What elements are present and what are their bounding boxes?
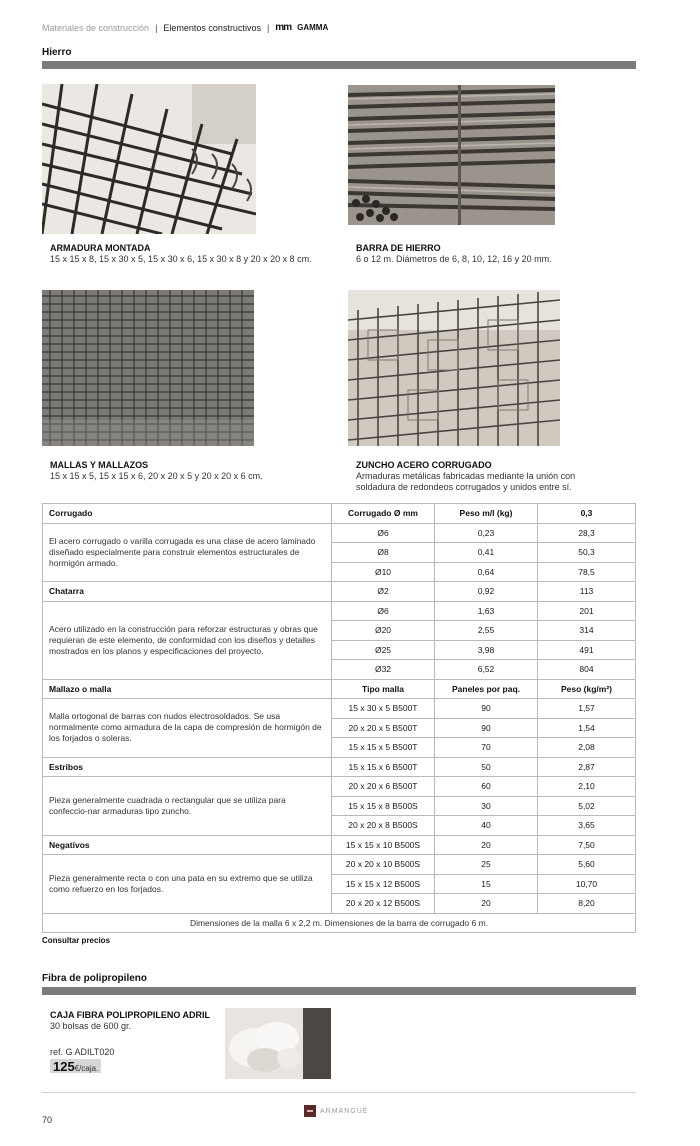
table-cell: 0,23	[435, 523, 538, 543]
product-desc: 15 x 15 x 5, 15 x 15 x 6, 20 x 20 x 5 y 20 x 20 x 6 cm.	[50, 471, 263, 481]
gamma-logo-icon: mm	[275, 22, 292, 33]
mallas-caption	[50, 460, 340, 482]
table-cell: Ø2	[332, 582, 435, 602]
table-row	[43, 757, 636, 777]
table-cell: 314	[538, 621, 636, 641]
product-desc: 6 o 12 m. Diámetros de 6, 8, 10, 12, 16 y 20 mm.	[356, 254, 552, 264]
gamma-brand: GAMMA	[297, 23, 329, 32]
category-label: Negativos	[43, 835, 332, 855]
table-cell: 201	[538, 601, 636, 621]
armadura-montada-caption	[50, 243, 340, 265]
table-cell: 0,92	[435, 582, 538, 602]
column-header: Paneles por paq.	[435, 679, 538, 699]
table-cell: 15 x 15 x 8 B500S	[332, 796, 435, 816]
table-cell: 5,02	[538, 796, 636, 816]
table-cell: 90	[435, 718, 538, 738]
table-cell: 50,3	[538, 543, 636, 563]
table-cell: 6,52	[435, 660, 538, 680]
table-cell: Ø8	[332, 543, 435, 563]
barra-hierro-caption	[356, 243, 636, 265]
table-cell: 8,20	[538, 894, 636, 914]
fibra-photo	[225, 1008, 331, 1079]
category-description: Malla ortogonal de barras con nudos electrosoldados. Se usa normalmente como armadura de la capa de compresión de hormigón de los forjados o soleras.	[43, 699, 332, 758]
mallas-photo	[42, 290, 254, 446]
table-cell: 20 x 20 x 6 B500T	[332, 777, 435, 797]
section-rule	[42, 61, 636, 69]
product-name: ARMADURA MONTADA	[50, 243, 151, 253]
footer-divider	[42, 1092, 636, 1093]
table-cell: 15 x 15 x 6 B500T	[332, 757, 435, 777]
table-row	[43, 523, 636, 543]
table-cell: 50	[435, 757, 538, 777]
page-number: 70	[42, 1115, 53, 1125]
category-description: El acero corrugado o varilla corrugada es una clase de acero laminado diseñado especialmente para construir elementos estructurales de hormigón armado.	[43, 523, 332, 582]
breadcrumb-level2[interactable]: Elementos constructivos	[163, 22, 261, 33]
table-cell: 15 x 30 x 5 B500T	[332, 699, 435, 719]
table-footnote: Dimensiones de la malla 6 x 2,2 m. Dimensiones de la barra de corrugado 6 m.	[43, 913, 636, 933]
barra-hierro-photo	[348, 85, 555, 225]
table-cell: 0,41	[435, 543, 538, 563]
column-header: Peso (kg/m²)	[538, 679, 636, 699]
price-unit: €/caja.	[74, 1064, 99, 1073]
category-label: Estribos	[43, 757, 332, 777]
table-cell: 5,60	[538, 855, 636, 875]
hierro-spec-table	[42, 503, 636, 933]
table-cell: 40	[435, 816, 538, 836]
table-row	[43, 855, 636, 875]
table-cell: 20	[435, 894, 538, 914]
table-cell: 2,87	[538, 757, 636, 777]
zuncho-caption	[356, 460, 612, 493]
breadcrumb-separator: |	[266, 22, 270, 33]
table-row	[43, 835, 636, 855]
product-name: MALLAS Y MALLAZOS	[50, 460, 149, 470]
category-description: Acero utilizado en la construcción para reforzar estructuras y obras que requieran de este elemento, de conformidad con los diseños y detalles mostrados en los planos y especificaciones del proyecto.	[43, 601, 332, 679]
table-cell: Ø6	[332, 523, 435, 543]
armadura-montada-photo	[42, 84, 256, 234]
table-cell: 0,64	[435, 562, 538, 582]
column-header: Corrugado Ø mm	[332, 504, 435, 524]
column-header: 0,3	[538, 504, 636, 524]
table-cell: 1,63	[435, 601, 538, 621]
breadcrumb-separator: |	[155, 22, 158, 33]
table-cell: 3,98	[435, 640, 538, 660]
table-cell: 15 x 15 x 10 B500S	[332, 835, 435, 855]
table-cell: Ø25	[332, 640, 435, 660]
consult-prices-link[interactable]: Consultar precios	[42, 936, 111, 945]
category-label: Mallazo o malla	[43, 679, 332, 699]
table-cell: 20 x 20 x 5 B500T	[332, 718, 435, 738]
table-cell: 2,08	[538, 738, 636, 758]
table-header-row	[43, 679, 636, 699]
product-desc: 15 x 15 x 8, 15 x 30 x 5, 15 x 30 x 6, 15 x 30 x 8 y 20 x 20 x 8 cm.	[50, 254, 312, 264]
table-cell: 20 x 20 x 8 B500S	[332, 816, 435, 836]
table-cell: 10,70	[538, 874, 636, 894]
product-desc: 30 bolsas de 600 gr.	[50, 1021, 132, 1031]
table-row	[43, 582, 636, 602]
table-cell: 70	[435, 738, 538, 758]
column-header: Tipo malla	[332, 679, 435, 699]
table-row	[43, 699, 636, 719]
product-desc: Armaduras metálicas fabricadas mediante la unión con soldadura de redondeos corrugados y unidos entre sí.	[356, 471, 576, 492]
table-cell: 15	[435, 874, 538, 894]
section-rule	[42, 987, 636, 995]
table-cell: 28,3	[538, 523, 636, 543]
table-cell: Ø32	[332, 660, 435, 680]
table-cell: 20 x 20 x 10 B500S	[332, 855, 435, 875]
price-amount: 125	[53, 1059, 75, 1074]
table-cell: 15 x 15 x 5 B500T	[332, 738, 435, 758]
product-name: ZUNCHO ACERO CORRUGADO	[356, 460, 492, 470]
section-title-hierro: Hierro	[42, 47, 72, 58]
table-cell: 1,54	[538, 718, 636, 738]
table-cell: 3,65	[538, 816, 636, 836]
armangue-logo-icon	[304, 1105, 316, 1117]
table-cell: 491	[538, 640, 636, 660]
table-row	[43, 601, 636, 621]
table-cell: 25	[435, 855, 538, 875]
table-row	[43, 777, 636, 797]
table-cell: 113	[538, 582, 636, 602]
zuncho-photo	[348, 290, 560, 446]
section-title-fibra: Fibra de polipropileno	[42, 973, 147, 984]
product-name: CAJA FIBRA POLIPROPILENO ADRIL	[50, 1010, 211, 1020]
category-label: Chatarra	[43, 582, 332, 602]
table-cell: Ø6	[332, 601, 435, 621]
table-cell: 2,55	[435, 621, 538, 641]
fibra-caption	[50, 1010, 220, 1032]
product-name: BARRA DE HIERRO	[356, 243, 441, 253]
table-cell: Ø10	[332, 562, 435, 582]
logo-text: ARMANGUÉ	[320, 1107, 369, 1115]
price-tag	[50, 1059, 101, 1073]
breadcrumb	[42, 22, 328, 33]
table-header-row	[43, 504, 636, 524]
table-cell: 20	[435, 835, 538, 855]
table-cell: 60	[435, 777, 538, 797]
category-description: Pieza generalmente recta o con una pata en su extremo que se utiliza como refuerzo en los forjados.	[43, 855, 332, 914]
table-cell: 7,50	[538, 835, 636, 855]
table-cell: 90	[435, 699, 538, 719]
category-description: Pieza generalmente cuadrada o rectangular que se utiliza para confeccio-nar armaduras tipo zuncho.	[43, 777, 332, 836]
breadcrumb-level1[interactable]: Materiales de construcción	[42, 22, 150, 33]
product-ref: ref. G ADILT020	[50, 1047, 115, 1057]
column-header: Peso m/l (kg)	[435, 504, 538, 524]
table-cell: 804	[538, 660, 636, 680]
armangue-logo	[304, 1105, 368, 1117]
table-cell: 20 x 20 x 12 B500S	[332, 894, 435, 914]
table-cell: 1,57	[538, 699, 636, 719]
table-footer-row	[43, 913, 636, 933]
table-cell: 2,10	[538, 777, 636, 797]
table-cell: Ø20	[332, 621, 435, 641]
table-cell: 15 x 15 x 12 B500S	[332, 874, 435, 894]
category-label: Corrugado	[43, 504, 332, 524]
table-cell: 30	[435, 796, 538, 816]
table-cell: 78,5	[538, 562, 636, 582]
